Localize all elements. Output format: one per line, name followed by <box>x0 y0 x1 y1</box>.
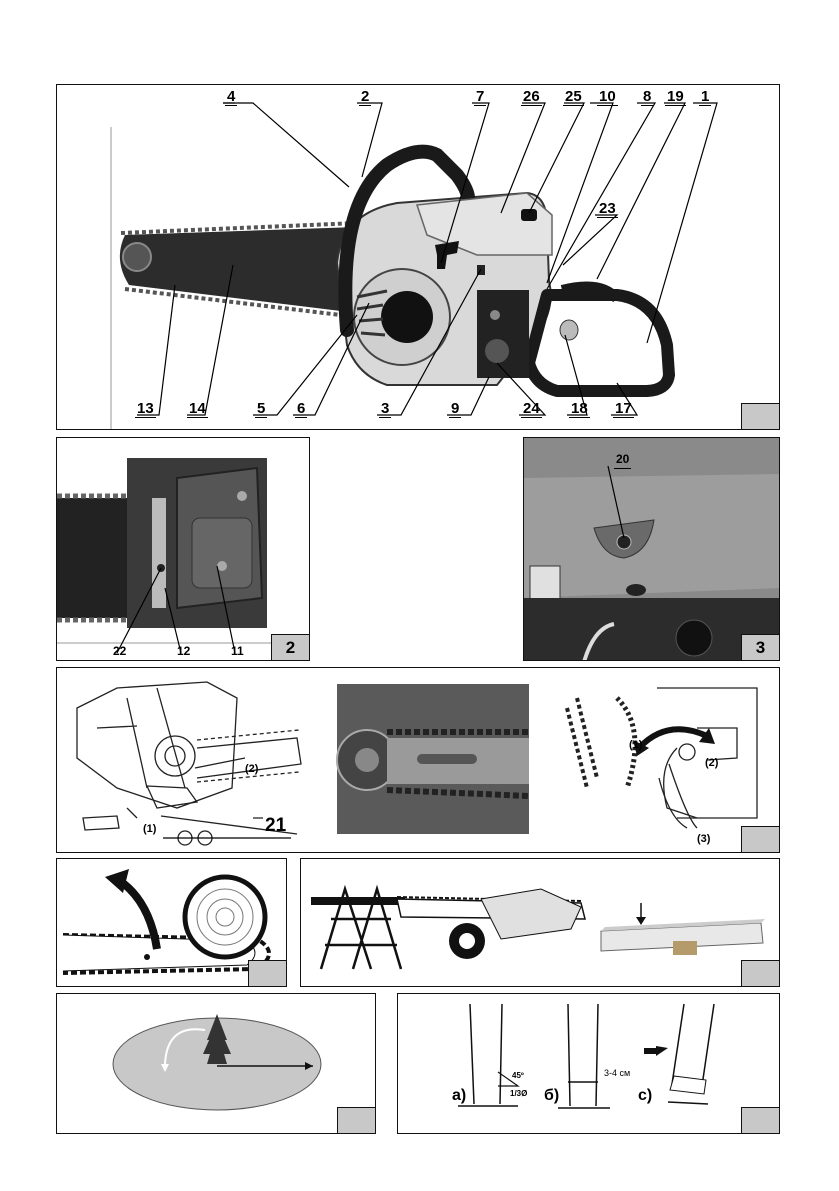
label-1-right: (1) <box>629 739 643 751</box>
callout-18: 18 <box>571 400 588 417</box>
figure-number-badge <box>741 403 779 429</box>
figure-6-sawhorse-cutting <box>300 858 780 987</box>
figure-7-felling-zone <box>56 993 376 1134</box>
callout-5: 5 <box>257 400 266 417</box>
figure-1-chainsaw-overview <box>56 84 780 430</box>
sawhorse-cutting-drawing <box>301 859 780 987</box>
callout-26: 26 <box>523 88 540 105</box>
felling-zone-drawing <box>57 994 376 1134</box>
label-a: а) <box>452 1087 467 1104</box>
felling-cuts-drawing <box>398 994 780 1134</box>
figure-3-adjustment-screw <box>523 437 780 661</box>
callout-6: 6 <box>297 400 306 417</box>
callout-4: 4 <box>227 88 236 105</box>
callout-12: 12 <box>175 644 192 661</box>
callout-19: 19 <box>667 88 684 105</box>
adjustment-screw-photo <box>524 438 780 661</box>
figure-number-badge: 3 <box>741 634 779 660</box>
angle-label: 45º <box>512 1071 524 1080</box>
figure-number-badge <box>741 1107 779 1133</box>
chain-tensioner-photo <box>57 438 310 661</box>
figure-number-badge <box>337 1107 375 1133</box>
callout-13: 13 <box>137 400 154 417</box>
label-1-left: (1) <box>143 823 157 835</box>
fraction-label: 1/3Ø <box>510 1089 528 1098</box>
callout-14: 14 <box>189 400 206 417</box>
callout-23: 23 <box>599 200 616 217</box>
callout-17: 17 <box>615 400 632 417</box>
label-b: б) <box>544 1087 560 1104</box>
figure-number-badge <box>248 960 286 986</box>
callout-2: 2 <box>361 88 370 105</box>
callout-7: 7 <box>476 88 485 105</box>
callout-21: 21 <box>265 815 287 836</box>
callout-10: 10 <box>599 88 616 105</box>
callout-9: 9 <box>451 400 460 417</box>
figure-2-chain-tensioner <box>56 437 310 661</box>
callout-22: 22 <box>111 644 128 661</box>
chainsaw-illustration <box>57 85 780 430</box>
label-c: c) <box>638 1087 653 1104</box>
callout-8: 8 <box>643 88 652 105</box>
figure-5-kickback <box>56 858 287 987</box>
callout-25: 25 <box>565 88 582 105</box>
callout-1: 1 <box>701 88 710 105</box>
figure-8-felling-cuts <box>397 993 780 1134</box>
figure-number-badge <box>741 826 779 852</box>
depth-label: 3-4 см <box>604 1068 631 1078</box>
figure-number-badge <box>741 960 779 986</box>
callout-20: 20 <box>614 452 631 469</box>
callout-3: 3 <box>381 400 390 417</box>
label-2-right: (2) <box>705 757 719 769</box>
chain-installation-drawings <box>57 668 780 853</box>
label-2-left: (2) <box>245 763 259 775</box>
callout-24: 24 <box>523 400 540 417</box>
figure-number-badge: 2 <box>271 634 309 660</box>
label-3-right: (3) <box>697 833 711 845</box>
callout-11: 11 <box>229 644 246 661</box>
figure-4-chain-installation <box>56 667 780 853</box>
